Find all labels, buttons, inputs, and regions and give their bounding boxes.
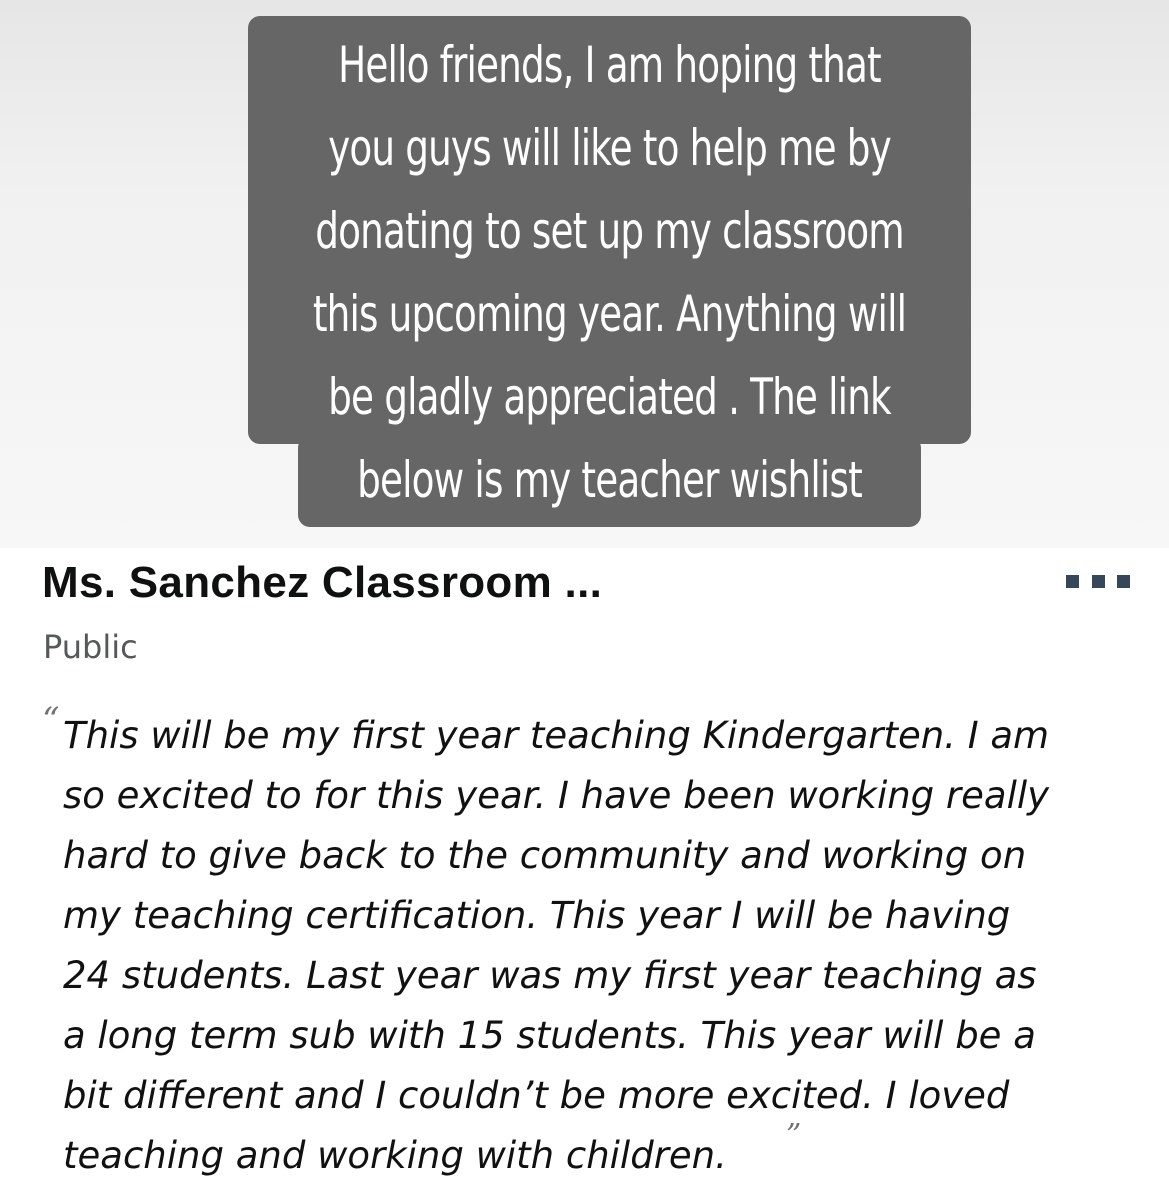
more-options-button[interactable]	[1066, 569, 1130, 593]
story-caption	[309, 24, 909, 522]
description-line: bit different and I couldn’t be more excited. I loved	[63, 1074, 1010, 1117]
description-line: 24 students. Last year was my first year teaching as	[63, 954, 1037, 997]
description-line: hard to give back to the community and working on	[63, 834, 1027, 877]
more-options-icon-dot	[1117, 575, 1130, 588]
description-line: teaching and working with children.	[63, 1134, 727, 1177]
story-caption-line: you guys will like to help me by	[328, 119, 891, 177]
quote-open-mark: “	[42, 700, 60, 740]
wishlist-title[interactable]: Ms. Sanchez Classroom ...	[42, 558, 603, 607]
description-line: This will be my first year teaching Kindergarten. I am	[63, 714, 1050, 757]
story-caption-line: this upcoming year. Anything will	[312, 285, 907, 343]
quote-close-mark: ”	[786, 1118, 802, 1153]
wishlist-description	[63, 706, 1143, 1186]
story-caption-line: below is my teacher wishlist	[357, 451, 862, 509]
more-options-icon-dot	[1092, 575, 1105, 588]
story-caption-line: donating to set up my classroom	[315, 202, 904, 260]
description-line: a long term sub with 15 students. This year will be a	[63, 1014, 1036, 1057]
more-options-icon	[1066, 575, 1079, 588]
story-caption-line: Hello friends, I am hoping that	[338, 36, 881, 94]
description-line: so excited to for this year. I have been working really	[63, 774, 1050, 817]
description-line: my teaching certification. This year I will be having	[63, 894, 1011, 937]
story-caption-line: be gladly appreciated . The link	[328, 368, 891, 426]
privacy-status-label: Public	[43, 628, 138, 666]
